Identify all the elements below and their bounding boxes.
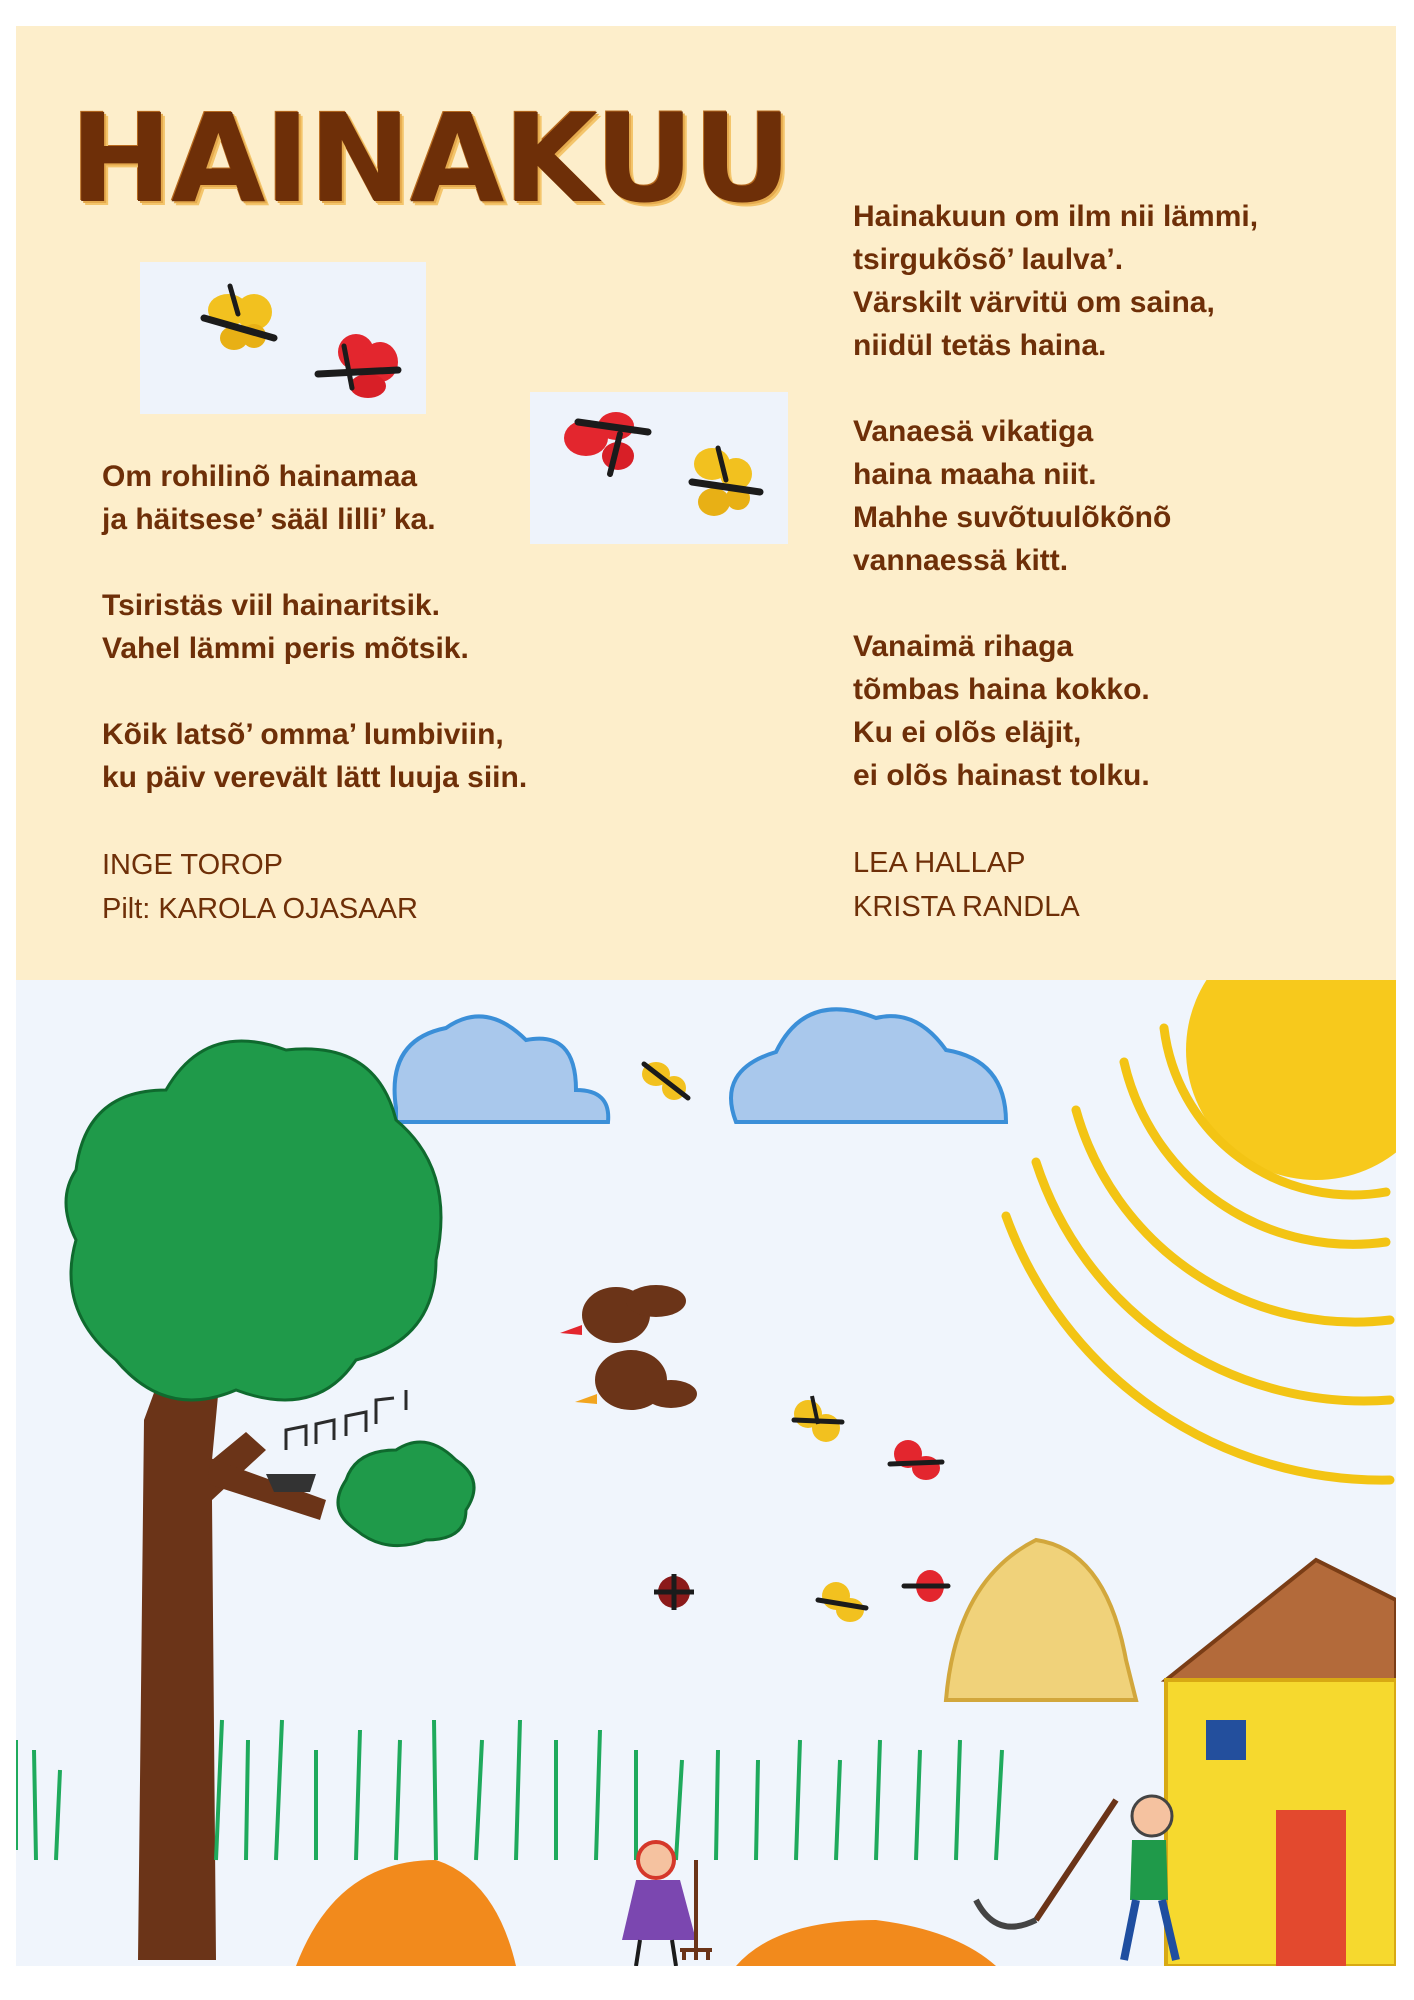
poem-right-stanza-2 <box>853 410 1258 582</box>
poem-line: Mahhe suvõtuulõkõnõ <box>853 501 1172 534</box>
poem-line: Hainakuun om ilm nii lämmi, <box>853 200 1259 233</box>
poem-left-stanza-3 <box>102 713 527 799</box>
butterfly-thumbnail-1 <box>140 262 426 414</box>
poem-line: Värskilt värvitü om saina, <box>853 286 1215 319</box>
butterfly-icon <box>204 286 274 350</box>
poem-right-stanza-1 <box>853 195 1258 367</box>
butterfly-icon <box>692 448 760 516</box>
poem-line: Ku ei olõs eläjit, <box>853 716 1082 749</box>
poem-line: Kõik latsõ’ omma’ lumbiviin, <box>102 718 504 751</box>
poem-line: tsirgukõsõ’ laulva’. <box>853 243 1124 276</box>
author-credit: KRISTA RANDLA <box>853 891 1080 923</box>
poem-left-stanza-2 <box>102 584 527 670</box>
poem-line: vannaessä kitt. <box>853 544 1069 577</box>
poem-line: niidül tetäs haina. <box>853 329 1107 362</box>
butterfly-thumbnail-2 <box>530 392 788 544</box>
poem-line: ei olõs hainast tolku. <box>853 759 1150 792</box>
poem-line: ja häitsese’ sääl lilli’ ka. <box>102 503 436 536</box>
poem-line: tõmbas haina kokko. <box>853 673 1150 706</box>
poem-line: Vanaimä rihaga <box>853 630 1074 663</box>
butterfly-icon <box>564 412 648 474</box>
page-title: HAINAKUU <box>70 88 791 230</box>
author-credit: LEA HALLAP <box>853 847 1026 879</box>
author-credit: INGE TOROP <box>102 849 284 881</box>
poem-right-credits <box>853 841 1258 929</box>
poem-line: Vanaesä vikatiga <box>853 415 1094 448</box>
poem-line: haina maaha niit. <box>853 458 1097 491</box>
poem-line: Om rohilinõ hainamaa <box>102 460 418 493</box>
illustrator-credit: Pilt: KAROLA OJASAAR <box>102 893 418 925</box>
illustration <box>16 980 1396 1966</box>
poem-left-stanza-1 <box>102 455 527 541</box>
poem-line: Vahel lämmi peris mõtsik. <box>102 632 469 665</box>
poem-right-stanza-3 <box>853 625 1258 797</box>
butterfly-icon <box>318 334 398 398</box>
poem-right <box>853 195 1258 929</box>
poem-line: ku päiv verevält lätt luuja siin. <box>102 761 528 794</box>
poem-left-credits <box>102 843 527 931</box>
poem-line: Tsiristäs viil hainaritsik. <box>102 589 440 622</box>
poem-left <box>102 455 527 931</box>
